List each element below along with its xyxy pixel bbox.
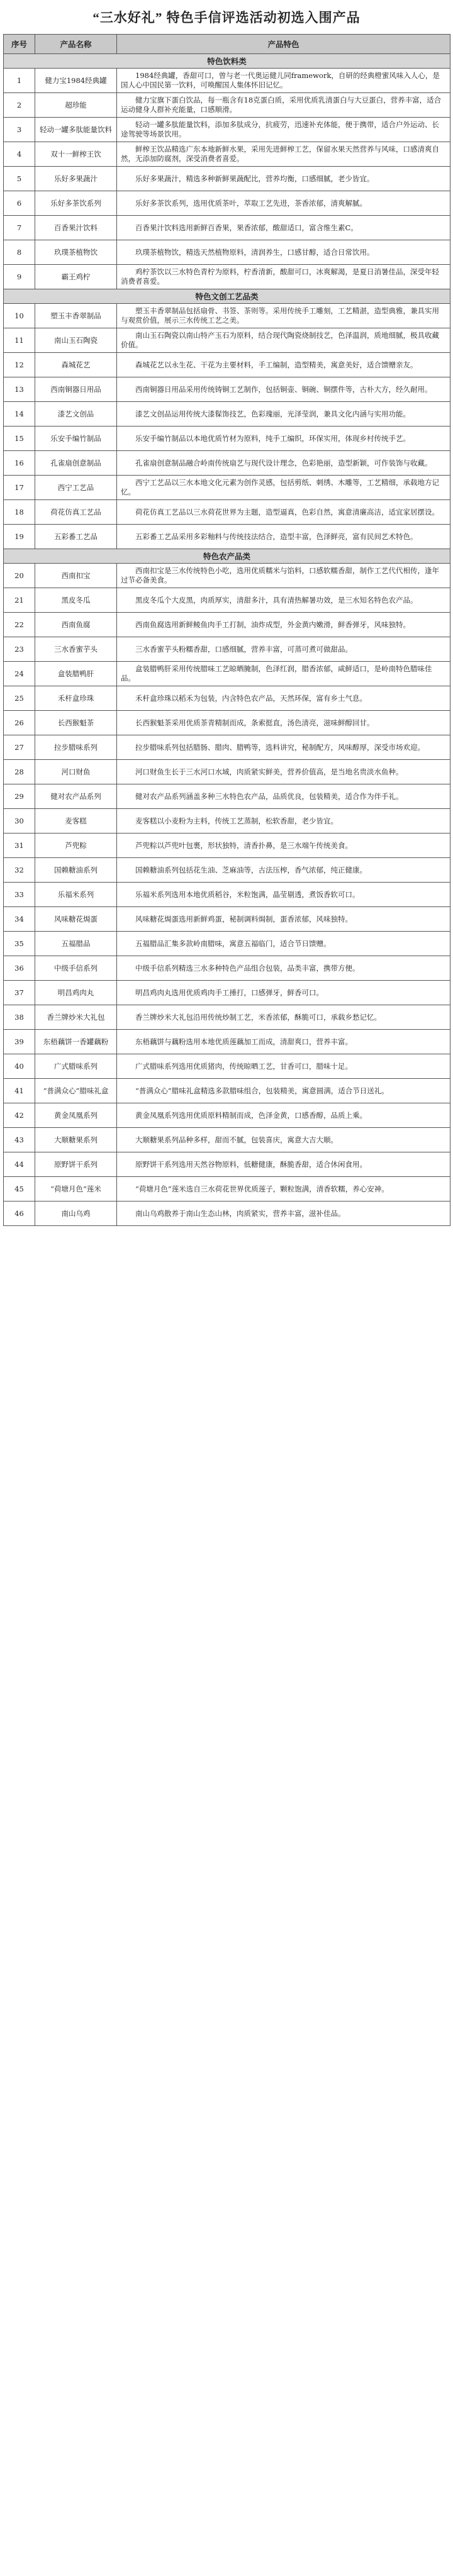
product-name: “荷塘月色”莲米	[35, 1177, 117, 1202]
row-number: 27	[4, 735, 35, 760]
row-number: 30	[4, 809, 35, 834]
section-heading: 特色文创工艺品类	[4, 289, 450, 304]
section-row	[4, 289, 450, 304]
row-number: 43	[4, 1128, 35, 1152]
document-title: “三水好礼” 特色手信评选活动初选入围产品	[92, 10, 361, 25]
product-table	[3, 34, 450, 1226]
row-number: 33	[4, 883, 35, 907]
table-row	[4, 883, 450, 907]
row-number: 39	[4, 1030, 35, 1054]
product-name: 芦兜粽	[35, 834, 117, 858]
product-name: 健对农产品系列	[35, 784, 117, 809]
product-description: 芦兜粽以芦兜叶包裹，形状独特，清香扑鼻，是三水端午传统美食。	[117, 834, 450, 858]
table-body	[4, 54, 450, 1226]
product-name: 黑皮冬瓜	[35, 588, 117, 613]
row-number: 26	[4, 711, 35, 735]
table-row	[4, 216, 450, 240]
product-name: 盒装腊鸭肝	[35, 662, 117, 686]
table-row	[4, 240, 450, 265]
product-description: 塑玉丰香翠制品包括扇骨、书签、茶则等。采用传统手工雕刻，工艺精湛，造型典雅，兼具实用与观赏价值，展示三水传统工艺之美。	[117, 304, 450, 328]
product-name: 东梧藕饼一香罐藕粉	[35, 1030, 117, 1054]
row-number: 6	[4, 191, 35, 216]
table-row	[4, 784, 450, 809]
product-description: 森城花艺以永生花、干花为主要材料，手工编制，造型精美，寓意美好，适合馈赠亲友。	[117, 353, 450, 377]
section-row	[4, 549, 450, 564]
row-number: 13	[4, 377, 35, 402]
table-row	[4, 1128, 450, 1152]
table-row	[4, 956, 450, 981]
table-row	[4, 167, 450, 191]
row-number: 34	[4, 907, 35, 932]
product-name: 长西猴魁茶	[35, 711, 117, 735]
product-name: 乐好多果蔬汁	[35, 167, 117, 191]
table-row	[4, 662, 450, 686]
product-name: 乐安手编竹制品	[35, 427, 117, 451]
product-name: 明昌鸡肉丸	[35, 981, 117, 1005]
product-name: 大顺糖果系列	[35, 1128, 117, 1152]
table-row	[4, 353, 450, 377]
product-description: 1984经典罐，香甜可口，曾与老一代奥运健儿同framework，自研的经典橙蜜风味入人心，是国人心中国民第一饮料，可唤醒国人集体怀旧记忆。	[117, 69, 450, 93]
product-name: 百香果汁饮料	[35, 216, 117, 240]
table-row	[4, 1152, 450, 1177]
table-row	[4, 476, 450, 500]
table-row	[4, 735, 450, 760]
row-number: 18	[4, 500, 35, 525]
row-number: 24	[4, 662, 35, 686]
product-name: 香兰牌炒米大礼包	[35, 1005, 117, 1030]
table-row	[4, 451, 450, 476]
row-number: 1	[4, 69, 35, 93]
product-name: 西宁工艺品	[35, 476, 117, 500]
table-row	[4, 1177, 450, 1202]
product-name: 西南鱼腐	[35, 613, 117, 637]
product-description: 东梧藕饼与藕粉选用本地优质莲藕加工而成，清甜爽口，营养丰富。	[117, 1030, 450, 1054]
table-row	[4, 427, 450, 451]
product-name: 南山乌鸡	[35, 1202, 117, 1226]
product-name: 轻动一罐多肽能量饮料	[35, 118, 117, 142]
product-description: 拉步腊味系列包括腊肠、腊肉、腊鸭等，选料讲究，秘制配方，风味醇厚，深受市场欢迎。	[117, 735, 450, 760]
product-name: 塑玉丰香翠制品	[35, 304, 117, 328]
product-name: 三水香蜜芋头	[35, 637, 117, 662]
product-name: 五彩番工艺品	[35, 525, 117, 549]
product-description: 麦客糕以小麦粉为主料，传统工艺蒸制，松软香甜，老少皆宜。	[117, 809, 450, 834]
header-desc: 产品特色	[117, 35, 450, 54]
product-name: 风味糖花焗蛋	[35, 907, 117, 932]
product-description: 中级手信系列精选三水多种特色产品组合包装，品类丰富，携带方便。	[117, 956, 450, 981]
product-description: 百香果汁饮料选用新鲜百香果，果香浓郁，酸甜适口，富含维生素C。	[117, 216, 450, 240]
table-row	[4, 500, 450, 525]
product-description: 黄金凤凰系列选用优质原料精制而成，色泽金黄，口感香醇，品质上乘。	[117, 1103, 450, 1128]
product-description: 明昌鸡肉丸选用优质鸡肉手工捶打，口感弹牙，鲜香可口。	[117, 981, 450, 1005]
row-number: 38	[4, 1005, 35, 1030]
product-description: 西南扣宝是三水传统特色小吃，选用优质糯米与馅料，口感软糯香甜，制作工艺代代相传，逢年过节必备美食。	[117, 564, 450, 588]
table-row	[4, 1054, 450, 1079]
product-description: 黑皮冬瓜个大皮黑，肉质厚实，清甜多汁，具有清热解暑功效，是三水知名特色农产品。	[117, 588, 450, 613]
product-description: 健对农产品系列涵盖多种三水特色农产品，品质优良，包装精美，适合作为伴手礼。	[117, 784, 450, 809]
row-number: 42	[4, 1103, 35, 1128]
product-name: 拉步腊味系列	[35, 735, 117, 760]
product-description: 香兰牌炒米大礼包沿用传统炒制工艺，米香浓郁，酥脆可口，承载乡愁记忆。	[117, 1005, 450, 1030]
table-row	[4, 1079, 450, 1103]
product-name: 广式腊味系列	[35, 1054, 117, 1079]
product-description: 西宁工艺品以三水本地文化元素为创作灵感，包括剪纸、刺绣、木雕等，工艺精细，承载地方记忆。	[117, 476, 450, 500]
product-description: 鸡柠茶饮以三水特色青柠为原料，柠香清新，酸甜可口，冰爽解渴，是夏日消暑佳品，深受年轻消费者喜爱。	[117, 265, 450, 289]
row-number: 20	[4, 564, 35, 588]
table-row	[4, 142, 450, 167]
product-name: 森城花艺	[35, 353, 117, 377]
table-row	[4, 564, 450, 588]
table-row	[4, 525, 450, 549]
row-number: 41	[4, 1079, 35, 1103]
row-number: 12	[4, 353, 35, 377]
product-description: 国赖糖油系列包括花生油、芝麻油等，古法压榨，香气浓郁，纯正健康。	[117, 858, 450, 883]
header-row	[4, 35, 450, 54]
product-description: “荷塘月色”莲米选自三水荷花世界优质莲子，颗粒饱满，清香软糯，养心安神。	[117, 1177, 450, 1202]
table-row	[4, 981, 450, 1005]
product-description: 乐安手编竹制品以本地优质竹材为原料，纯手工编织，环保实用，体现乡村传统手艺。	[117, 427, 450, 451]
table-row	[4, 328, 450, 353]
product-name: 黄金凤凰系列	[35, 1103, 117, 1128]
product-name: 超珍能	[35, 93, 117, 118]
product-description: 南山玉石陶瓷以南山特产玉石为原料，结合现代陶瓷烧制技艺，色泽温润，质地细腻，极具收藏价值。	[117, 328, 450, 353]
row-number: 45	[4, 1177, 35, 1202]
row-number: 31	[4, 834, 35, 858]
row-number: 22	[4, 613, 35, 637]
product-description: 大顺糖果系列品种多样，甜而不腻，包装喜庆，寓意大吉大顺。	[117, 1128, 450, 1152]
table-row	[4, 760, 450, 784]
product-description: 鲜榨王饮品精选广东本地新鲜水果，采用先进鲜榨工艺，保留水果天然营养与风味，口感清爽自然，无添加防腐剂，深受消费者喜爱。	[117, 142, 450, 167]
product-name: 荷花仿真工艺品	[35, 500, 117, 525]
row-number: 36	[4, 956, 35, 981]
product-description: 河口财鱼生长于三水河口水域，肉质紧实鲜美，营养价值高，是当地名贵淡水鱼种。	[117, 760, 450, 784]
product-description: 五福腊品汇集多款岭南腊味，寓意五福临门，适合节日馈赠。	[117, 932, 450, 956]
product-description: “普满众心”腊味礼盒精选多款腊味组合，包装精美，寓意圆满，适合节日送礼。	[117, 1079, 450, 1103]
row-number: 35	[4, 932, 35, 956]
row-number: 11	[4, 328, 35, 353]
product-name: 霸王鸡柠	[35, 265, 117, 289]
table-row	[4, 858, 450, 883]
product-name: 孔雀扇创意制品	[35, 451, 117, 476]
row-number: 5	[4, 167, 35, 191]
product-name: 玖璞茶植物饮	[35, 240, 117, 265]
table-row	[4, 1202, 450, 1226]
table-row	[4, 265, 450, 289]
row-number: 23	[4, 637, 35, 662]
product-description: 健力宝旗下蛋白饮品，每一瓶含有18克蛋白质，采用优质乳清蛋白与大豆蛋白，营养丰富，适合运动健身人群补充能量，口感顺滑。	[117, 93, 450, 118]
product-description: 轻动一罐多肽能量饮料，添加多肽成分，抗疲劳，迅速补充体能，便于携带，适合户外运动、长途驾驶等场景饮用。	[117, 118, 450, 142]
table-row	[4, 686, 450, 711]
table-row	[4, 932, 450, 956]
product-description: 原野饼干系列选用天然谷物原料，低糖健康，酥脆香甜，适合休闲食用。	[117, 1152, 450, 1177]
row-number: 7	[4, 216, 35, 240]
product-description: 玖璞茶植物饮，精选天然植物原料，清润养生，口感甘醇，适合日常饮用。	[117, 240, 450, 265]
product-description: 盒装腊鸭肝采用传统腊味工艺晾晒腌制，色泽红润，腊香浓郁，咸鲜适口，是岭南特色腊味佳品。	[117, 662, 450, 686]
product-description: 乐好多茶饮系列，选用优质茶叶，萃取工艺先进，茶香浓郁，清爽解腻。	[117, 191, 450, 216]
table-row	[4, 637, 450, 662]
table-row	[4, 69, 450, 93]
row-number: 32	[4, 858, 35, 883]
product-description: 西南鱼腐选用新鲜鲮鱼肉手工打制，油炸成型，外金黄内嫩滑，鲜香弹牙，风味独特。	[117, 613, 450, 637]
row-number: 37	[4, 981, 35, 1005]
row-number: 46	[4, 1202, 35, 1226]
row-number: 25	[4, 686, 35, 711]
product-name: 健力宝1984经典罐	[35, 69, 117, 93]
row-number: 15	[4, 427, 35, 451]
product-name: 五福腊品	[35, 932, 117, 956]
table-row	[4, 711, 450, 735]
product-name: 漆艺文创品	[35, 402, 117, 427]
table-row	[4, 613, 450, 637]
product-name: 河口财鱼	[35, 760, 117, 784]
table-row	[4, 588, 450, 613]
row-number: 28	[4, 760, 35, 784]
header-no: 序号	[4, 35, 35, 54]
product-description: 广式腊味系列选用优质猪肉，传统晾晒工艺，甘香可口，腊味十足。	[117, 1054, 450, 1079]
product-description: 长西猴魁茶采用优质茶青精制而成，条索挺直，汤色清亮，滋味鲜醇回甘。	[117, 711, 450, 735]
product-name: 西南铜器日用品	[35, 377, 117, 402]
row-number: 8	[4, 240, 35, 265]
page	[0, 0, 453, 1226]
row-number: 9	[4, 265, 35, 289]
header-name: 产品名称	[35, 35, 117, 54]
section-heading: 特色农产品类	[4, 549, 450, 564]
row-number: 4	[4, 142, 35, 167]
product-description: 五彩番工艺品采用多彩釉料与传统技法结合，造型丰富，色泽鲜亮，富有民间艺术特色。	[117, 525, 450, 549]
table-row	[4, 1030, 450, 1054]
product-name: 西南扣宝	[35, 564, 117, 588]
product-description: 三水香蜜芋头粉糯香甜，口感细腻，营养丰富，可蒸可煮可做甜品。	[117, 637, 450, 662]
table-row	[4, 402, 450, 427]
row-number: 2	[4, 93, 35, 118]
product-description: 荷花仿真工艺品以三水荷花世界为主题，造型逼真，色彩自然，寓意清廉高洁，适宜家居摆设。	[117, 500, 450, 525]
product-name: 南山玉石陶瓷	[35, 328, 117, 353]
product-name: 禾杆盒珍珠	[35, 686, 117, 711]
row-number: 29	[4, 784, 35, 809]
table-row	[4, 304, 450, 328]
product-description: 漆艺文创品运用传统大漆髹饰技艺，色彩瑰丽，光泽莹润，兼具文化内涵与实用功能。	[117, 402, 450, 427]
row-number: 3	[4, 118, 35, 142]
product-description: 禾杆盒珍珠以稻禾为包装，内含特色农产品，天然环保，富有乡土气息。	[117, 686, 450, 711]
product-name: 双十一鲜榨王饮	[35, 142, 117, 167]
row-number: 14	[4, 402, 35, 427]
row-number: 21	[4, 588, 35, 613]
table-row	[4, 834, 450, 858]
row-number: 44	[4, 1152, 35, 1177]
product-name: 麦客糕	[35, 809, 117, 834]
row-number: 40	[4, 1054, 35, 1079]
product-name: “普满众心”腊味礼盒	[35, 1079, 117, 1103]
row-number: 10	[4, 304, 35, 328]
product-name: 乐好多茶饮系列	[35, 191, 117, 216]
product-description: 西南铜器日用品采用传统铸铜工艺制作，包括铜壶、铜碗、铜摆件等，古朴大方，经久耐用。	[117, 377, 450, 402]
row-number: 16	[4, 451, 35, 476]
product-description: 南山乌鸡散养于南山生态山林，肉质紧实，营养丰富，滋补佳品。	[117, 1202, 450, 1226]
product-description: 孔雀扇创意制品融合岭南传统扇艺与现代设计理念，色彩艳丽，造型新颖，可作装饰与收藏。	[117, 451, 450, 476]
table-row	[4, 809, 450, 834]
product-description: 乐福米系列选用本地优质稻谷，米粒饱满，晶莹剔透，煮饭香软可口。	[117, 883, 450, 907]
table-row	[4, 118, 450, 142]
product-description: 风味糖花焗蛋选用新鲜鸡蛋，秘制调料焗制，蛋香浓郁，风味独特。	[117, 907, 450, 932]
product-name: 乐福米系列	[35, 883, 117, 907]
product-name: 中级手信系列	[35, 956, 117, 981]
table-row	[4, 907, 450, 932]
table-row	[4, 93, 450, 118]
product-name: 国赖糖油系列	[35, 858, 117, 883]
table-row	[4, 377, 450, 402]
section-row	[4, 54, 450, 69]
section-heading: 特色饮料类	[4, 54, 450, 69]
product-description: 乐好多果蔬汁，精选多种新鲜果蔬配比，营养均衡，口感细腻，老少皆宜。	[117, 167, 450, 191]
product-name: 原野饼干系列	[35, 1152, 117, 1177]
table-row	[4, 1103, 450, 1128]
table-row	[4, 191, 450, 216]
row-number: 17	[4, 476, 35, 500]
row-number: 19	[4, 525, 35, 549]
table-row	[4, 1005, 450, 1030]
